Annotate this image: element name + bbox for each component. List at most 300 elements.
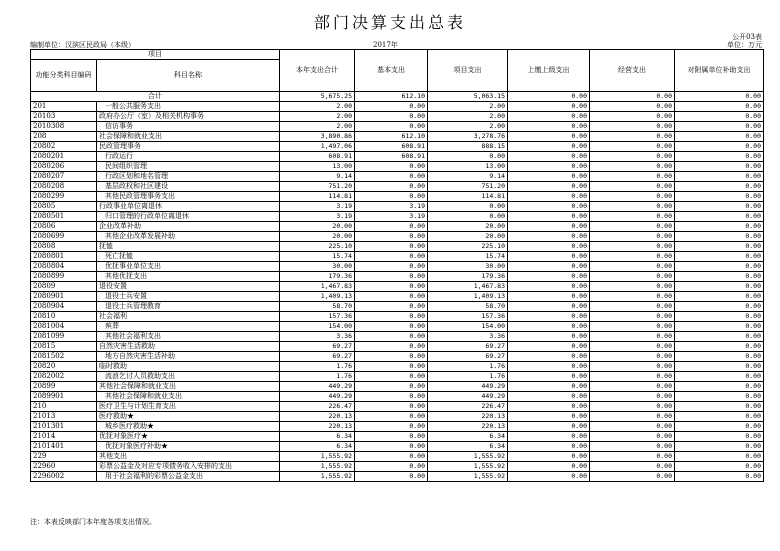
row-value: 0.00 — [675, 192, 764, 202]
row-value: 0.00 — [675, 362, 764, 372]
row-code: 2080299 — [31, 192, 97, 202]
row-value: 179.36 — [428, 272, 508, 282]
row-value: 0.00 — [675, 262, 764, 272]
row-value: 0.00 — [355, 282, 428, 292]
row-value: 0.00 — [355, 242, 428, 252]
row-value: 0.00 — [355, 332, 428, 342]
row-value: 751.20 — [280, 182, 355, 192]
row-code: 2080899 — [31, 272, 97, 282]
table-row — [31, 102, 764, 112]
table-row — [31, 412, 764, 422]
row-value: 1,555.92 — [280, 452, 355, 462]
table-row — [31, 282, 764, 292]
row-value: 154.00 — [428, 322, 508, 332]
row-value: 6.34 — [428, 442, 508, 452]
row-value: 0.00 — [508, 122, 590, 132]
row-value: 0.00 — [508, 392, 590, 402]
row-value: 0.00 — [590, 282, 675, 292]
row-value: 6.34 — [428, 432, 508, 442]
row-value: 0.00 — [508, 132, 590, 142]
row-value: 0.00 — [508, 452, 590, 462]
row-name: 民政管理事务 — [97, 142, 280, 152]
row-value: 0.00 — [590, 162, 675, 172]
row-value: 0.00 — [590, 192, 675, 202]
row-value: 0.00 — [590, 132, 675, 142]
row-value: 0.00 — [590, 172, 675, 182]
row-code: 20808 — [31, 242, 97, 252]
row-code: 2080904 — [31, 302, 97, 312]
row-value: 0.00 — [590, 422, 675, 432]
row-code: 208 — [31, 132, 97, 142]
row-name: 基层政权和社区建设 — [97, 182, 280, 192]
row-name: 流浪乞讨人员救助支出 — [97, 372, 280, 382]
row-code: 20810 — [31, 312, 97, 322]
row-code: 2010308 — [31, 122, 97, 132]
row-code: 2080206 — [31, 162, 97, 172]
row-value: 2.00 — [428, 102, 508, 112]
row-value: 0.00 — [675, 232, 764, 242]
table-row — [31, 332, 764, 342]
row-code: 21013 — [31, 412, 97, 422]
row-value: 1,555.92 — [280, 462, 355, 472]
row-value: 0.00 — [675, 332, 764, 342]
table-row — [31, 292, 764, 302]
table-row — [31, 202, 764, 212]
row-value: 1,467.83 — [280, 282, 355, 292]
row-value: 0.00 — [355, 462, 428, 472]
row-value: 0.00 — [675, 432, 764, 442]
row-value: 0.00 — [675, 202, 764, 212]
row-value: 0.00 — [590, 362, 675, 372]
row-value: 220.13 — [428, 422, 508, 432]
row-value: 30.00 — [280, 262, 355, 272]
row-value: 449.29 — [428, 382, 508, 392]
row-value: 0.00 — [355, 272, 428, 282]
row-value: 0.00 — [590, 202, 675, 212]
header-total: 本年支出合计 — [280, 50, 355, 92]
row-code: 20809 — [31, 282, 97, 292]
table-row — [31, 112, 764, 122]
row-value: 0.00 — [675, 252, 764, 262]
header-subsidiary: 对附属单位补助支出 — [675, 50, 764, 92]
row-value: 0.00 — [675, 452, 764, 462]
row-value: 0.00 — [675, 172, 764, 182]
row-value: 0.00 — [675, 282, 764, 292]
table-row — [31, 362, 764, 372]
row-value: 0.00 — [590, 312, 675, 322]
row-value: 0.00 — [675, 122, 764, 132]
row-value: 0.00 — [590, 182, 675, 192]
row-value: 0.00 — [590, 342, 675, 352]
row-value: 1.76 — [280, 372, 355, 382]
header-project: 项目支出 — [428, 50, 508, 92]
row-code: 20815 — [31, 342, 97, 352]
expenditure-table — [30, 49, 764, 482]
row-value: 0.00 — [355, 302, 428, 312]
row-value: 225.10 — [280, 242, 355, 252]
form-number: 公开03表 — [732, 33, 762, 41]
row-value: 13.00 — [280, 162, 355, 172]
row-value: 0.00 — [675, 162, 764, 172]
table-row — [31, 422, 764, 432]
row-name: 优抚对象医疗补助★ — [97, 442, 280, 452]
row-value: 0.00 — [590, 392, 675, 402]
row-code: 2080201 — [31, 152, 97, 162]
row-value: 0.00 — [675, 242, 764, 252]
row-code: 20806 — [31, 222, 97, 232]
row-value: 0.00 — [675, 352, 764, 362]
row-value: 0.00 — [508, 252, 590, 262]
row-value: 3.36 — [280, 332, 355, 342]
row-value: 0.00 — [675, 182, 764, 192]
total-cell: 0.00 — [675, 92, 764, 102]
row-code: 2080208 — [31, 182, 97, 192]
table-row — [31, 312, 764, 322]
row-value: 0.00 — [508, 382, 590, 392]
row-value: 0.00 — [355, 412, 428, 422]
row-value: 2.00 — [280, 122, 355, 132]
row-code: 22960 — [31, 462, 97, 472]
row-value: 0.00 — [675, 382, 764, 392]
row-value: 0.00 — [675, 142, 764, 152]
table-row — [31, 452, 764, 462]
row-value: 1,409.13 — [428, 292, 508, 302]
row-code: 2080207 — [31, 172, 97, 182]
row-value: 1,555.92 — [428, 472, 508, 482]
row-value: 0.00 — [675, 372, 764, 382]
row-value: 0.00 — [590, 272, 675, 282]
row-name: 其他优抚支出 — [97, 272, 280, 282]
table-row — [31, 302, 764, 312]
row-value: 0.00 — [508, 302, 590, 312]
row-value: 0.00 — [590, 462, 675, 472]
row-value: 20.00 — [428, 232, 508, 242]
row-value: 0.00 — [590, 432, 675, 442]
table-row — [31, 392, 764, 402]
reporting-unit: 编制单位：汉滨区民政局（本级） — [30, 41, 135, 49]
row-value: 0.00 — [355, 172, 428, 182]
row-name: 归口管理的行政单位离退休 — [97, 212, 280, 222]
row-value: 0.00 — [428, 212, 508, 222]
row-value: 0.00 — [590, 402, 675, 412]
row-name: 其他社会保障和就业支出 — [97, 382, 280, 392]
row-value: 0.00 — [590, 352, 675, 362]
row-name: 其他支出 — [97, 452, 280, 462]
total-row — [31, 92, 764, 102]
total-label: 合计 — [31, 92, 280, 102]
row-value: 0.00 — [508, 352, 590, 362]
row-value: 0.00 — [355, 192, 428, 202]
table-row — [31, 462, 764, 472]
row-value: 0.00 — [508, 402, 590, 412]
row-value: 0.00 — [508, 182, 590, 192]
row-value: 9.14 — [428, 172, 508, 182]
row-value: 15.74 — [428, 252, 508, 262]
row-value: 0.00 — [355, 432, 428, 442]
total-cell: 5,675.25 — [280, 92, 355, 102]
row-value: 0.00 — [675, 422, 764, 432]
row-value: 0.00 — [508, 102, 590, 112]
table-row — [31, 272, 764, 282]
row-value: 0.00 — [590, 112, 675, 122]
row-value: 0.00 — [590, 212, 675, 222]
row-name: 一般公共服务支出 — [97, 102, 280, 112]
row-value: 0.00 — [508, 342, 590, 352]
row-value: 0.00 — [590, 242, 675, 252]
row-value: 1,555.92 — [280, 472, 355, 482]
table-row — [31, 342, 764, 352]
row-name: 临时救助 — [97, 362, 280, 372]
row-value: 0.00 — [675, 412, 764, 422]
row-value: 69.27 — [428, 352, 508, 362]
row-value: 0.00 — [675, 302, 764, 312]
row-value: 2.00 — [428, 112, 508, 122]
row-value: 226.47 — [280, 402, 355, 412]
row-value: 58.70 — [280, 302, 355, 312]
row-name: 政府办公厅（室）及相关机构事务 — [97, 112, 280, 122]
header-item: 项目 — [31, 50, 280, 60]
row-value: 0.00 — [355, 372, 428, 382]
row-value: 0.00 — [675, 442, 764, 452]
row-value: 0.00 — [355, 262, 428, 272]
row-name: 殡葬 — [97, 322, 280, 332]
row-value: 6.34 — [280, 442, 355, 452]
row-value: 0.00 — [355, 472, 428, 482]
row-value: 0.00 — [508, 212, 590, 222]
table-row — [31, 132, 764, 142]
row-value: 449.29 — [280, 392, 355, 402]
row-value: 0.00 — [355, 422, 428, 432]
row-value: 608.91 — [355, 142, 428, 152]
row-value: 0.00 — [508, 192, 590, 202]
table-row — [31, 222, 764, 232]
row-value: 2.00 — [428, 122, 508, 132]
row-value: 3.19 — [355, 212, 428, 222]
row-value: 157.36 — [428, 312, 508, 322]
row-name: 民间组织管理 — [97, 162, 280, 172]
row-value: 114.81 — [280, 192, 355, 202]
row-value: 0.00 — [675, 132, 764, 142]
row-code: 2296002 — [31, 472, 97, 482]
table-row — [31, 262, 764, 272]
table-row — [31, 472, 764, 482]
money-unit: 单位：万元 — [727, 41, 762, 49]
row-value: 0.00 — [590, 142, 675, 152]
table-row — [31, 402, 764, 412]
row-value: 114.81 — [428, 192, 508, 202]
table-row — [31, 162, 764, 172]
row-value: 0.00 — [590, 152, 675, 162]
table-row — [31, 232, 764, 242]
row-value: 2.00 — [280, 102, 355, 112]
row-value: 0.00 — [355, 292, 428, 302]
row-value: 0.00 — [355, 322, 428, 332]
row-value: 15.74 — [280, 252, 355, 262]
row-value: 0.00 — [355, 352, 428, 362]
row-value: 0.00 — [508, 362, 590, 372]
row-value: 0.00 — [508, 462, 590, 472]
row-value: 0.00 — [590, 262, 675, 272]
row-code: 201 — [31, 102, 97, 112]
row-value: 0.00 — [508, 152, 590, 162]
row-code: 210 — [31, 402, 97, 412]
row-value: 6.34 — [280, 432, 355, 442]
row-value: 0.00 — [508, 282, 590, 292]
header-code: 功能分类科目编码 — [31, 60, 97, 92]
row-value: 0.00 — [355, 402, 428, 412]
row-value: 0.00 — [355, 252, 428, 262]
row-value: 20.00 — [280, 232, 355, 242]
row-value: 2.00 — [280, 112, 355, 122]
total-cell: 5,063.15 — [428, 92, 508, 102]
table-row — [31, 352, 764, 362]
report-year: 2017年 — [373, 41, 398, 49]
table-row — [31, 322, 764, 332]
row-value: 0.00 — [355, 392, 428, 402]
row-code: 20899 — [31, 382, 97, 392]
row-value: 3.36 — [428, 332, 508, 342]
row-value: 0.00 — [508, 112, 590, 122]
row-code: 2089901 — [31, 392, 97, 402]
row-name: 地方自然灾害生活补助 — [97, 352, 280, 362]
row-value: 0.00 — [508, 292, 590, 302]
row-value: 0.00 — [590, 452, 675, 462]
row-value: 608.91 — [355, 152, 428, 162]
row-value: 3.19 — [280, 212, 355, 222]
row-value: 0.00 — [508, 372, 590, 382]
row-value: 0.00 — [590, 382, 675, 392]
row-value: 0.00 — [590, 222, 675, 232]
row-value: 3,890.86 — [280, 132, 355, 142]
row-value: 751.20 — [428, 182, 508, 192]
row-value: 1,555.92 — [428, 462, 508, 472]
row-value: 0.00 — [675, 292, 764, 302]
row-name: 其他企业改革发展补助 — [97, 232, 280, 242]
row-name: 优抚事业单位支出 — [97, 262, 280, 272]
row-value: 3.19 — [355, 202, 428, 212]
row-value: 0.00 — [675, 212, 764, 222]
page-title: 部门决算支出总表 — [313, 13, 466, 32]
row-value: 0.00 — [508, 432, 590, 442]
row-name: 自然灾害生活救助 — [97, 342, 280, 352]
table-row — [31, 152, 764, 162]
row-code: 21014 — [31, 432, 97, 442]
row-name: 企业改革补助 — [97, 222, 280, 232]
table-row — [31, 372, 764, 382]
row-value: 0.00 — [508, 472, 590, 482]
row-value: 0.00 — [675, 472, 764, 482]
row-name: 退役士兵安置 — [97, 292, 280, 302]
row-value: 0.00 — [508, 322, 590, 332]
row-value: 225.10 — [428, 242, 508, 252]
table-row — [31, 442, 764, 452]
row-value: 0.00 — [355, 382, 428, 392]
row-value: 0.00 — [508, 162, 590, 172]
row-value: 0.00 — [355, 182, 428, 192]
row-value: 0.00 — [508, 412, 590, 422]
row-value: 0.00 — [355, 362, 428, 372]
row-value: 0.00 — [508, 222, 590, 232]
row-name: 医疗卫生与计划生育支出 — [97, 402, 280, 412]
row-value: 0.00 — [355, 162, 428, 172]
row-value: 1,409.13 — [280, 292, 355, 302]
row-name: 信访事务 — [97, 122, 280, 132]
table-row — [31, 212, 764, 222]
total-cell: 612.10 — [355, 92, 428, 102]
row-name: 医疗救助★ — [97, 412, 280, 422]
row-value: 449.29 — [428, 392, 508, 402]
row-name: 彩票公益金及对应专项债务收入安排的支出 — [97, 462, 280, 472]
row-name: 死亡抚恤 — [97, 252, 280, 262]
footnote: 注：本表反映部门本年度各项支出情况。 — [30, 518, 156, 526]
table-row — [31, 432, 764, 442]
row-value: 0.00 — [675, 222, 764, 232]
row-code: 2080804 — [31, 262, 97, 272]
row-name: 抚恤 — [97, 242, 280, 252]
row-value: 0.00 — [675, 342, 764, 352]
row-value: 1,467.83 — [428, 282, 508, 292]
row-code: 20820 — [31, 362, 97, 372]
row-code: 2101401 — [31, 442, 97, 452]
row-value: 449.29 — [280, 382, 355, 392]
row-code: 20805 — [31, 202, 97, 212]
row-value: 0.00 — [675, 322, 764, 332]
row-value: 0.00 — [355, 442, 428, 452]
row-name: 退役安置 — [97, 282, 280, 292]
table-row — [31, 182, 764, 192]
row-value: 0.00 — [590, 292, 675, 302]
row-value: 0.00 — [675, 112, 764, 122]
row-value: 0.00 — [590, 472, 675, 482]
row-value: 226.47 — [428, 402, 508, 412]
row-value: 0.00 — [508, 242, 590, 252]
row-value: 13.00 — [428, 162, 508, 172]
row-value: 0.00 — [355, 312, 428, 322]
row-value: 0.00 — [355, 452, 428, 462]
row-value: 0.00 — [508, 422, 590, 432]
row-name: 行政事业单位离退休 — [97, 202, 280, 212]
header-business: 经营支出 — [590, 50, 675, 92]
row-value: 220.13 — [280, 422, 355, 432]
row-value: 220.13 — [428, 412, 508, 422]
row-name: 社会福利 — [97, 312, 280, 322]
row-value: 0.00 — [590, 232, 675, 242]
row-value: 0.00 — [355, 342, 428, 352]
row-value: 0.00 — [675, 312, 764, 322]
row-value: 0.00 — [508, 202, 590, 212]
row-value: 1.76 — [428, 362, 508, 372]
row-value: 608.91 — [280, 152, 355, 162]
row-value: 0.00 — [590, 412, 675, 422]
row-name: 行政运行 — [97, 152, 280, 162]
row-value: 0.00 — [508, 142, 590, 152]
row-value: 0.00 — [428, 202, 508, 212]
row-value: 0.00 — [675, 462, 764, 472]
table-row — [31, 142, 764, 152]
total-cell: 0.00 — [508, 92, 590, 102]
row-value: 69.27 — [280, 342, 355, 352]
row-value: 0.00 — [508, 172, 590, 182]
row-value: 0.00 — [355, 122, 428, 132]
row-value: 0.00 — [508, 332, 590, 342]
row-value: 0.00 — [590, 442, 675, 452]
table-row — [31, 242, 764, 252]
table-row — [31, 172, 764, 182]
header-upper: 上缴上级支出 — [508, 50, 590, 92]
row-value: 3,278.76 — [428, 132, 508, 142]
row-value: 0.00 — [508, 442, 590, 452]
row-code: 2080501 — [31, 212, 97, 222]
